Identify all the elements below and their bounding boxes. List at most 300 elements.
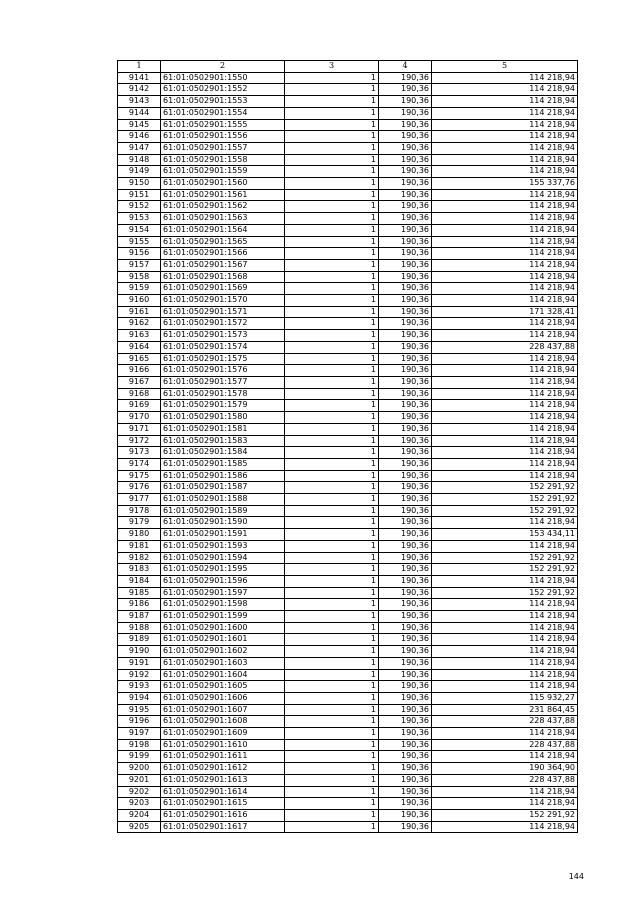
area-cell: 190,36 [379, 224, 432, 236]
area-cell: 190,36 [379, 178, 432, 190]
count-cell: 1 [285, 704, 379, 716]
row-number-cell: 9190 [118, 646, 161, 658]
value-cell: 114 218,94 [432, 646, 578, 658]
count-cell: 1 [285, 564, 379, 576]
value-cell: 114 218,94 [432, 119, 578, 131]
table-row [118, 400, 578, 412]
area-cell: 190,36 [379, 423, 432, 435]
area-cell: 190,36 [379, 552, 432, 564]
area-cell: 190,36 [379, 728, 432, 740]
value-cell: 114 218,94 [432, 271, 578, 283]
value-cell: 114 218,94 [432, 517, 578, 529]
row-number-cell: 9188 [118, 622, 161, 634]
area-cell: 190,36 [379, 482, 432, 494]
table-row [118, 774, 578, 786]
count-cell: 1 [285, 224, 379, 236]
area-cell: 190,36 [379, 704, 432, 716]
table-row [118, 470, 578, 482]
table-row [118, 447, 578, 459]
count-cell: 1 [285, 821, 379, 833]
row-number-cell: 9187 [118, 611, 161, 623]
row-number-cell: 9182 [118, 552, 161, 564]
count-cell: 1 [285, 271, 379, 283]
area-cell: 190,36 [379, 657, 432, 669]
table-row [118, 810, 578, 822]
area-cell: 190,36 [379, 692, 432, 704]
cadastral-number-cell: 61:01:0502901:1595 [161, 564, 285, 576]
value-cell: 228 437,88 [432, 739, 578, 751]
cadastral-number-cell: 61:01:0502901:1609 [161, 728, 285, 740]
cadastral-number-cell: 61:01:0502901:1552 [161, 84, 285, 96]
row-number-cell: 9159 [118, 283, 161, 295]
area-cell: 190,36 [379, 646, 432, 658]
area-cell: 190,36 [379, 447, 432, 459]
cadastral-number-cell: 61:01:0502901:1560 [161, 178, 285, 190]
count-cell: 1 [285, 283, 379, 295]
area-cell: 190,36 [379, 751, 432, 763]
table-row [118, 704, 578, 716]
row-number-cell: 9185 [118, 587, 161, 599]
cadastral-number-cell: 61:01:0502901:1610 [161, 739, 285, 751]
count-cell: 1 [285, 400, 379, 412]
count-cell: 1 [285, 259, 379, 271]
column-header-5: 5 [432, 61, 578, 73]
count-cell: 1 [285, 529, 379, 541]
count-cell: 1 [285, 318, 379, 330]
table-row [118, 728, 578, 740]
value-cell: 114 218,94 [432, 447, 578, 459]
count-cell: 1 [285, 142, 379, 154]
value-cell: 114 218,94 [432, 318, 578, 330]
count-cell: 1 [285, 388, 379, 400]
value-cell: 114 218,94 [432, 283, 578, 295]
area-cell: 190,36 [379, 107, 432, 119]
data-table [117, 60, 578, 833]
area-cell: 190,36 [379, 353, 432, 365]
row-number-cell: 9153 [118, 213, 161, 225]
count-cell: 1 [285, 458, 379, 470]
table-row [118, 154, 578, 166]
row-number-cell: 9144 [118, 107, 161, 119]
value-cell: 114 218,94 [432, 435, 578, 447]
area-cell: 190,36 [379, 470, 432, 482]
area-cell: 190,36 [379, 248, 432, 260]
row-number-cell: 9191 [118, 657, 161, 669]
cadastral-number-cell: 61:01:0502901:1611 [161, 751, 285, 763]
area-cell: 190,36 [379, 72, 432, 84]
cadastral-number-cell: 61:01:0502901:1591 [161, 529, 285, 541]
value-cell: 152 291,92 [432, 564, 578, 576]
column-header-3: 3 [285, 61, 379, 73]
value-cell: 114 218,94 [432, 423, 578, 435]
row-number-cell: 9179 [118, 517, 161, 529]
row-number-cell: 9175 [118, 470, 161, 482]
value-cell: 114 218,94 [432, 154, 578, 166]
cadastral-number-cell: 61:01:0502901:1567 [161, 259, 285, 271]
row-number-cell: 9166 [118, 365, 161, 377]
count-cell: 1 [285, 763, 379, 775]
value-cell: 114 218,94 [432, 189, 578, 201]
cadastral-number-cell: 61:01:0502901:1580 [161, 412, 285, 424]
cadastral-number-cell: 61:01:0502901:1569 [161, 283, 285, 295]
cadastral-number-cell: 61:01:0502901:1572 [161, 318, 285, 330]
table-row [118, 365, 578, 377]
row-number-cell: 9160 [118, 295, 161, 307]
value-cell: 114 218,94 [432, 107, 578, 119]
area-cell: 190,36 [379, 821, 432, 833]
table-row [118, 259, 578, 271]
cadastral-number-cell: 61:01:0502901:1588 [161, 494, 285, 506]
cadastral-number-cell: 61:01:0502901:1570 [161, 295, 285, 307]
row-number-cell: 9184 [118, 575, 161, 587]
row-number-cell: 9194 [118, 692, 161, 704]
count-cell: 1 [285, 107, 379, 119]
value-cell: 114 218,94 [432, 540, 578, 552]
column-header-4: 4 [379, 61, 432, 73]
cadastral-number-cell: 61:01:0502901:1596 [161, 575, 285, 587]
row-number-cell: 9169 [118, 400, 161, 412]
value-cell: 114 218,94 [432, 142, 578, 154]
row-number-cell: 9165 [118, 353, 161, 365]
count-cell: 1 [285, 575, 379, 587]
cadastral-number-cell: 61:01:0502901:1602 [161, 646, 285, 658]
count-cell: 1 [285, 330, 379, 342]
cadastral-number-cell: 61:01:0502901:1616 [161, 810, 285, 822]
count-cell: 1 [285, 248, 379, 260]
count-cell: 1 [285, 365, 379, 377]
area-cell: 190,36 [379, 213, 432, 225]
cadastral-number-cell: 61:01:0502901:1573 [161, 330, 285, 342]
cadastral-number-cell: 61:01:0502901:1555 [161, 119, 285, 131]
table-row [118, 505, 578, 517]
table-row [118, 236, 578, 248]
table-row [118, 423, 578, 435]
value-cell: 152 291,92 [432, 505, 578, 517]
row-number-cell: 9149 [118, 166, 161, 178]
count-cell: 1 [285, 786, 379, 798]
area-cell: 190,36 [379, 376, 432, 388]
count-cell: 1 [285, 423, 379, 435]
area-cell: 190,36 [379, 166, 432, 178]
table-row [118, 330, 578, 342]
table-row [118, 622, 578, 634]
area-cell: 190,36 [379, 529, 432, 541]
table-row [118, 318, 578, 330]
row-number-cell: 9151 [118, 189, 161, 201]
area-cell: 190,36 [379, 739, 432, 751]
area-cell: 190,36 [379, 575, 432, 587]
row-number-cell: 9180 [118, 529, 161, 541]
row-number-cell: 9164 [118, 341, 161, 353]
cadastral-number-cell: 61:01:0502901:1579 [161, 400, 285, 412]
row-number-cell: 9148 [118, 154, 161, 166]
value-cell: 114 218,94 [432, 412, 578, 424]
row-number-cell: 9154 [118, 224, 161, 236]
row-number-cell: 9183 [118, 564, 161, 576]
row-number-cell: 9158 [118, 271, 161, 283]
area-cell: 190,36 [379, 458, 432, 470]
row-number-cell: 9141 [118, 72, 161, 84]
cadastral-number-cell: 61:01:0502901:1566 [161, 248, 285, 260]
cadastral-number-cell: 61:01:0502901:1558 [161, 154, 285, 166]
row-number-cell: 9146 [118, 131, 161, 143]
row-number-cell: 9198 [118, 739, 161, 751]
value-cell: 152 291,92 [432, 482, 578, 494]
area-cell: 190,36 [379, 599, 432, 611]
value-cell: 114 218,94 [432, 751, 578, 763]
table-row [118, 72, 578, 84]
value-cell: 114 218,94 [432, 611, 578, 623]
cadastral-number-cell: 61:01:0502901:1565 [161, 236, 285, 248]
count-cell: 1 [285, 716, 379, 728]
count-cell: 1 [285, 739, 379, 751]
table-row [118, 166, 578, 178]
table-row [118, 224, 578, 236]
cadastral-number-cell: 61:01:0502901:1586 [161, 470, 285, 482]
value-cell: 190 364,90 [432, 763, 578, 775]
row-number-cell: 9201 [118, 774, 161, 786]
area-cell: 190,36 [379, 283, 432, 295]
column-header-2: 2 [161, 61, 285, 73]
row-number-cell: 9156 [118, 248, 161, 260]
count-cell: 1 [285, 681, 379, 693]
count-cell: 1 [285, 435, 379, 447]
value-cell: 114 218,94 [432, 353, 578, 365]
row-number-cell: 9174 [118, 458, 161, 470]
count-cell: 1 [285, 692, 379, 704]
table-row [118, 517, 578, 529]
value-cell: 228 437,88 [432, 341, 578, 353]
row-number-cell: 9142 [118, 84, 161, 96]
table-row [118, 587, 578, 599]
cadastral-number-cell: 61:01:0502901:1604 [161, 669, 285, 681]
value-cell: 114 218,94 [432, 131, 578, 143]
area-cell: 190,36 [379, 318, 432, 330]
table-row [118, 611, 578, 623]
area-cell: 190,36 [379, 622, 432, 634]
area-cell: 190,36 [379, 271, 432, 283]
area-cell: 190,36 [379, 142, 432, 154]
row-number-cell: 9143 [118, 96, 161, 108]
cadastral-number-cell: 61:01:0502901:1589 [161, 505, 285, 517]
row-number-cell: 9205 [118, 821, 161, 833]
table-row [118, 540, 578, 552]
page-number: 144 [568, 872, 584, 881]
row-number-cell: 9173 [118, 447, 161, 459]
area-cell: 190,36 [379, 236, 432, 248]
row-number-cell: 9155 [118, 236, 161, 248]
row-number-cell: 9192 [118, 669, 161, 681]
cadastral-number-cell: 61:01:0502901:1557 [161, 142, 285, 154]
count-cell: 1 [285, 810, 379, 822]
cadastral-number-cell: 61:01:0502901:1583 [161, 435, 285, 447]
value-cell: 114 218,94 [432, 728, 578, 740]
cadastral-number-cell: 61:01:0502901:1594 [161, 552, 285, 564]
cadastral-number-cell: 61:01:0502901:1577 [161, 376, 285, 388]
value-cell: 114 218,94 [432, 330, 578, 342]
table-row [118, 669, 578, 681]
area-cell: 190,36 [379, 154, 432, 166]
cadastral-number-cell: 61:01:0502901:1599 [161, 611, 285, 623]
cadastral-number-cell: 61:01:0502901:1574 [161, 341, 285, 353]
row-number-cell: 9145 [118, 119, 161, 131]
count-cell: 1 [285, 552, 379, 564]
table-row [118, 529, 578, 541]
cadastral-number-cell: 61:01:0502901:1561 [161, 189, 285, 201]
value-cell: 114 218,94 [432, 657, 578, 669]
count-cell: 1 [285, 587, 379, 599]
table-row [118, 341, 578, 353]
table-row [118, 201, 578, 213]
area-cell: 190,36 [379, 564, 432, 576]
value-cell: 228 437,88 [432, 774, 578, 786]
table-row [118, 189, 578, 201]
area-cell: 190,36 [379, 259, 432, 271]
area-cell: 190,36 [379, 810, 432, 822]
count-cell: 1 [285, 634, 379, 646]
row-number-cell: 9189 [118, 634, 161, 646]
area-cell: 190,36 [379, 96, 432, 108]
cadastral-number-cell: 61:01:0502901:1612 [161, 763, 285, 775]
area-cell: 190,36 [379, 505, 432, 517]
count-cell: 1 [285, 669, 379, 681]
count-cell: 1 [285, 611, 379, 623]
value-cell: 114 218,94 [432, 798, 578, 810]
cadastral-number-cell: 61:01:0502901:1603 [161, 657, 285, 669]
table-row [118, 552, 578, 564]
count-cell: 1 [285, 189, 379, 201]
value-cell: 231 864,45 [432, 704, 578, 716]
area-cell: 190,36 [379, 540, 432, 552]
row-number-cell: 9181 [118, 540, 161, 552]
cadastral-number-cell: 61:01:0502901:1563 [161, 213, 285, 225]
value-cell: 114 218,94 [432, 259, 578, 271]
table-row [118, 494, 578, 506]
count-cell: 1 [285, 213, 379, 225]
value-cell: 114 218,94 [432, 681, 578, 693]
value-cell: 114 218,94 [432, 400, 578, 412]
row-number-cell: 9163 [118, 330, 161, 342]
value-cell: 114 218,94 [432, 96, 578, 108]
value-cell: 114 218,94 [432, 821, 578, 833]
value-cell: 114 218,94 [432, 236, 578, 248]
row-number-cell: 9195 [118, 704, 161, 716]
count-cell: 1 [285, 295, 379, 307]
table-row [118, 248, 578, 260]
value-cell: 114 218,94 [432, 365, 578, 377]
area-cell: 190,36 [379, 119, 432, 131]
row-number-cell: 9157 [118, 259, 161, 271]
value-cell: 114 218,94 [432, 84, 578, 96]
row-number-cell: 9178 [118, 505, 161, 517]
value-cell: 114 218,94 [432, 248, 578, 260]
count-cell: 1 [285, 341, 379, 353]
row-number-cell: 9168 [118, 388, 161, 400]
table-row [118, 692, 578, 704]
header-row [118, 61, 578, 73]
area-cell: 190,36 [379, 611, 432, 623]
row-number-cell: 9196 [118, 716, 161, 728]
count-cell: 1 [285, 798, 379, 810]
value-cell: 152 291,92 [432, 587, 578, 599]
row-number-cell: 9152 [118, 201, 161, 213]
value-cell: 152 291,92 [432, 552, 578, 564]
value-cell: 114 218,94 [432, 575, 578, 587]
table-row [118, 142, 578, 154]
count-cell: 1 [285, 447, 379, 459]
count-cell: 1 [285, 201, 379, 213]
table-row [118, 458, 578, 470]
cadastral-number-cell: 61:01:0502901:1597 [161, 587, 285, 599]
cadastral-number-cell: 61:01:0502901:1564 [161, 224, 285, 236]
cadastral-number-cell: 61:01:0502901:1613 [161, 774, 285, 786]
cadastral-number-cell: 61:01:0502901:1559 [161, 166, 285, 178]
count-cell: 1 [285, 376, 379, 388]
cadastral-number-cell: 61:01:0502901:1598 [161, 599, 285, 611]
table-row [118, 575, 578, 587]
value-cell: 114 218,94 [432, 622, 578, 634]
cadastral-number-cell: 61:01:0502901:1614 [161, 786, 285, 798]
column-header-1: 1 [118, 61, 161, 73]
count-cell: 1 [285, 494, 379, 506]
row-number-cell: 9161 [118, 306, 161, 318]
table-row [118, 657, 578, 669]
table-row [118, 681, 578, 693]
cadastral-number-cell: 61:01:0502901:1556 [161, 131, 285, 143]
row-number-cell: 9167 [118, 376, 161, 388]
value-cell: 114 218,94 [432, 376, 578, 388]
table-row [118, 821, 578, 833]
table-row [118, 798, 578, 810]
area-cell: 190,36 [379, 798, 432, 810]
area-cell: 190,36 [379, 435, 432, 447]
count-cell: 1 [285, 540, 379, 552]
value-cell: 115 932,27 [432, 692, 578, 704]
table-row [118, 564, 578, 576]
value-cell: 155 337,76 [432, 178, 578, 190]
cadastral-number-cell: 61:01:0502901:1578 [161, 388, 285, 400]
count-cell: 1 [285, 517, 379, 529]
value-cell: 171 328,41 [432, 306, 578, 318]
row-number-cell: 9170 [118, 412, 161, 424]
value-cell: 114 218,94 [432, 634, 578, 646]
table-row [118, 213, 578, 225]
row-number-cell: 9176 [118, 482, 161, 494]
table-row [118, 716, 578, 728]
row-number-cell: 9150 [118, 178, 161, 190]
cadastral-number-cell: 61:01:0502901:1562 [161, 201, 285, 213]
table-row [118, 763, 578, 775]
count-cell: 1 [285, 353, 379, 365]
row-number-cell: 9172 [118, 435, 161, 447]
table-row [118, 751, 578, 763]
area-cell: 190,36 [379, 330, 432, 342]
table-row [118, 306, 578, 318]
area-cell: 190,36 [379, 388, 432, 400]
count-cell: 1 [285, 470, 379, 482]
value-cell: 114 218,94 [432, 388, 578, 400]
value-cell: 152 291,92 [432, 494, 578, 506]
row-number-cell: 9200 [118, 763, 161, 775]
table-row [118, 412, 578, 424]
cadastral-number-cell: 61:01:0502901:1607 [161, 704, 285, 716]
area-cell: 190,36 [379, 131, 432, 143]
table-header [118, 61, 578, 73]
table-row [118, 119, 578, 131]
count-cell: 1 [285, 119, 379, 131]
count-cell: 1 [285, 505, 379, 517]
cadastral-number-cell: 61:01:0502901:1590 [161, 517, 285, 529]
